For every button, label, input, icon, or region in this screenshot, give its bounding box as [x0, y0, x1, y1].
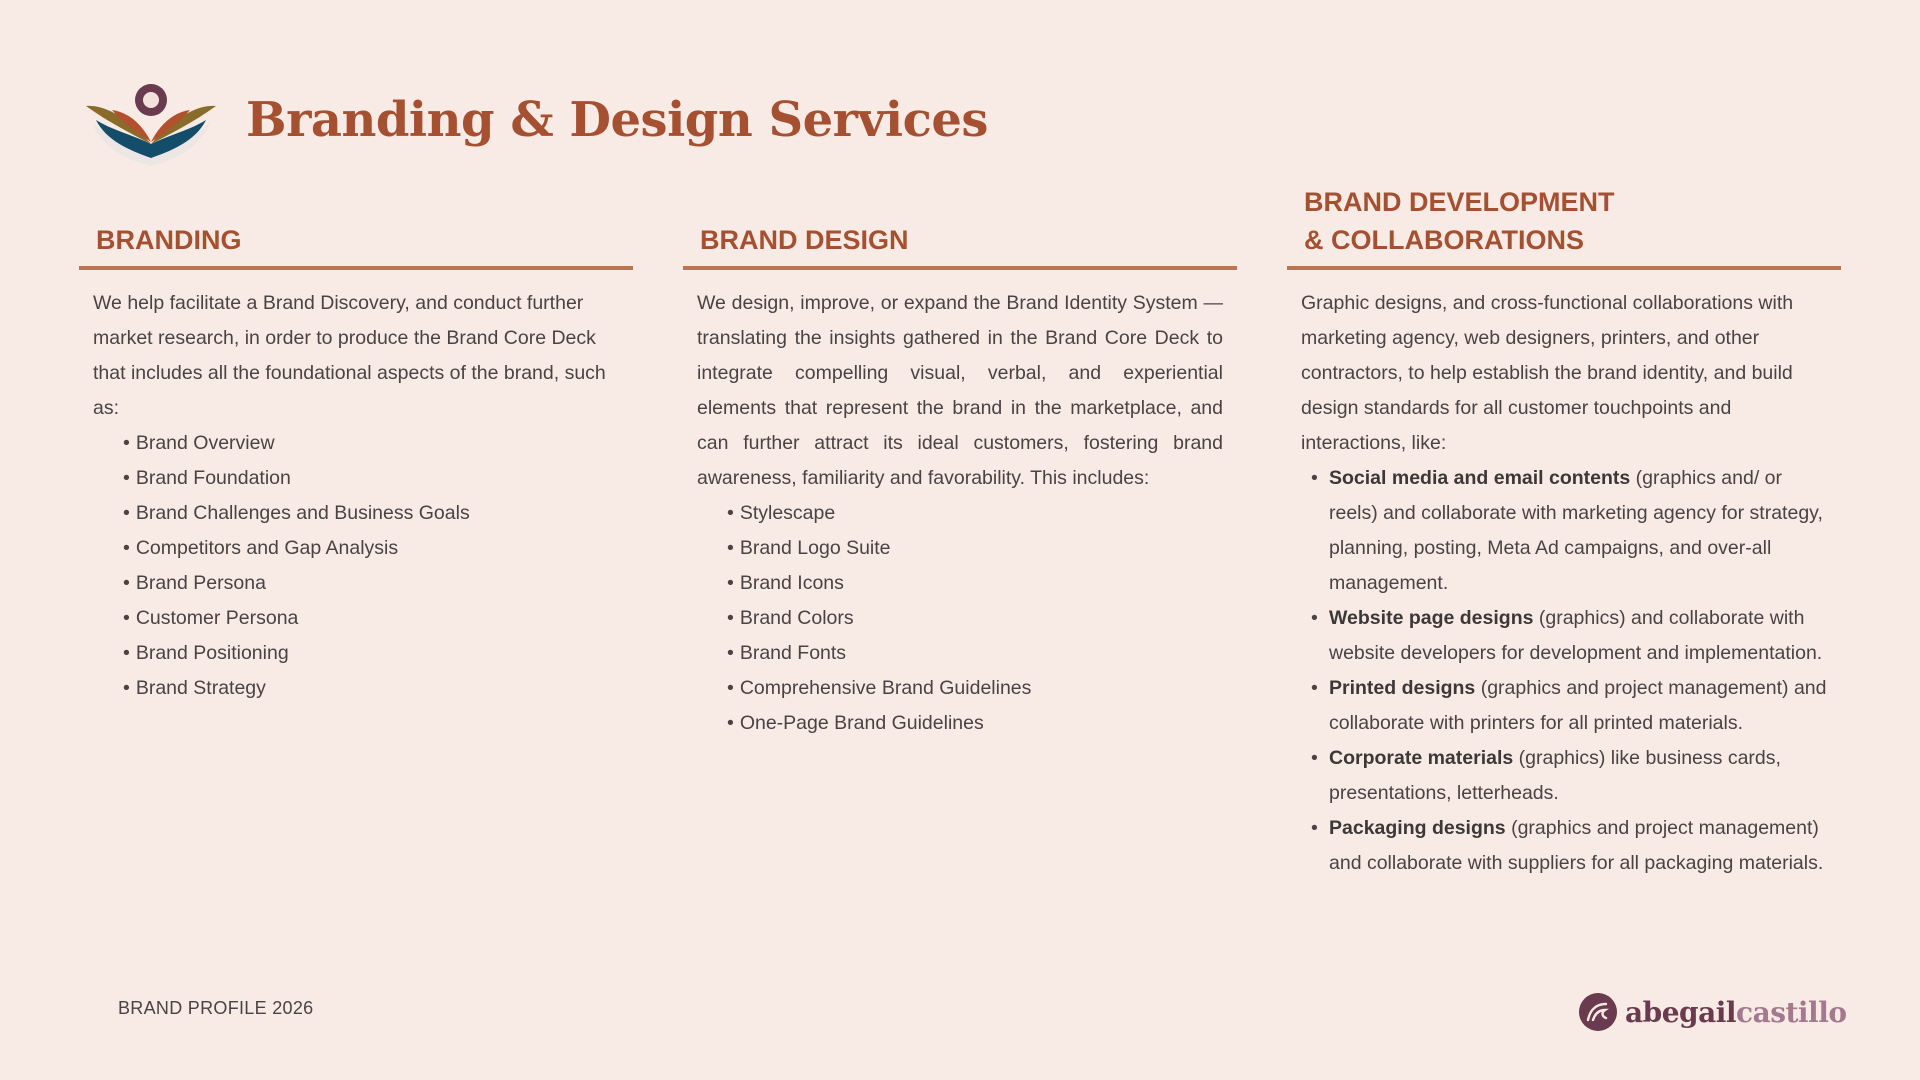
item-text: (graphics and project management) and collaborate with printers for all printed materials. — [1329, 677, 1827, 734]
brand-development-divider — [1287, 266, 1841, 270]
brand-wordmark-first: abegail — [1625, 995, 1737, 1029]
item-title: Packaging designs — [1329, 817, 1506, 839]
list-item: • Customer Persona — [123, 601, 619, 636]
item-text: (graphics) and collaborate with website developers for development and implementation. — [1329, 607, 1823, 664]
item-title: Website page designs — [1329, 607, 1534, 629]
list-item: • Brand Foundation — [123, 461, 619, 496]
item-text: (graphics) like business cards, presentations, letterheads. — [1329, 747, 1781, 804]
brand-development-column — [1287, 176, 1841, 881]
list-item — [1301, 811, 1827, 881]
branding-divider — [79, 266, 633, 270]
item-title: Social media and email contents — [1329, 467, 1631, 489]
branding-heading: BRANDING — [96, 225, 242, 255]
list-item — [1301, 461, 1827, 601]
brand-wordmark — [1625, 996, 1847, 1029]
list-item: • Competitors and Gap Analysis — [123, 531, 619, 566]
list-item — [1301, 601, 1827, 671]
item-text: (graphics and/ or reels) and collaborate with marketing agency for strategy, planning, posting, Meta Ad campaigns, and over-all management. — [1329, 467, 1823, 594]
brand-design-intro: We design, improve, or expand the Brand Identity System —translating the insights gathered in the Brand Core Deck to integrate compelling visual, verbal, and experiential elements that represent the brand in the marketplace, and can further attract its ideal customers, fostering brand awareness, familiarity and favorability. This includes: — [697, 292, 1223, 489]
list-item: • Brand Overview — [123, 426, 619, 461]
brand-development-list — [1301, 461, 1827, 881]
heading-line-1: BRAND DEVELOPMENT — [1304, 187, 1615, 217]
item-title: Corporate materials — [1329, 747, 1514, 769]
list-item: • Brand Positioning — [123, 636, 619, 671]
brand-design-header — [683, 176, 1237, 266]
brand-signature — [1578, 992, 1847, 1032]
branding-list — [93, 426, 619, 706]
list-item: • One-Page Brand Guidelines — [727, 706, 1223, 741]
brand-design-divider — [683, 266, 1237, 270]
brand-mark-icon — [1578, 992, 1618, 1032]
brand-development-header — [1287, 176, 1841, 266]
page-title: Branding & Design Services — [246, 92, 988, 148]
list-item: • Brand Icons — [727, 566, 1223, 601]
branding-header — [79, 176, 633, 266]
footer-label: BRAND PROFILE 2026 — [118, 998, 314, 1018]
list-item: • Comprehensive Brand Guidelines — [727, 671, 1223, 706]
list-item: • Brand Persona — [123, 566, 619, 601]
list-item — [1301, 741, 1827, 811]
brand-emblem-logo — [78, 78, 224, 178]
list-item: • Brand Colors — [727, 601, 1223, 636]
brand-development-intro: Graphic designs, and cross-functional collaborations with marketing agency, web designers, printers, and other contractors, to help establish the brand identity, and build design standards for all customer touchpoints and interactions, like: — [1301, 292, 1794, 454]
list-item: • Brand Strategy — [123, 671, 619, 706]
brand-design-column — [683, 176, 1237, 741]
brand-design-list — [697, 496, 1223, 741]
item-title: Printed designs — [1329, 677, 1476, 699]
brand-development-heading — [1304, 183, 1615, 259]
branding-column — [79, 176, 633, 706]
list-item: • Brand Fonts — [727, 636, 1223, 671]
branding-intro: We help facilitate a Brand Discovery, and conduct further market research, in order to produce the Brand Core Deck that includes all the foundational aspects of the brand, such as: — [93, 292, 606, 419]
list-item: • Brand Logo Suite — [727, 531, 1223, 566]
list-item — [1301, 671, 1827, 741]
item-text: (graphics and project management) and collaborate with suppliers for all packaging materials. — [1329, 817, 1824, 874]
brand-design-heading: BRAND DESIGN — [700, 225, 909, 255]
heading-line-2: & COLLABORATIONS — [1304, 225, 1584, 255]
brand-wordmark-last: castillo — [1736, 995, 1847, 1029]
list-item: • Brand Challenges and Business Goals — [123, 496, 619, 531]
list-item: • Stylescape — [727, 496, 1223, 531]
